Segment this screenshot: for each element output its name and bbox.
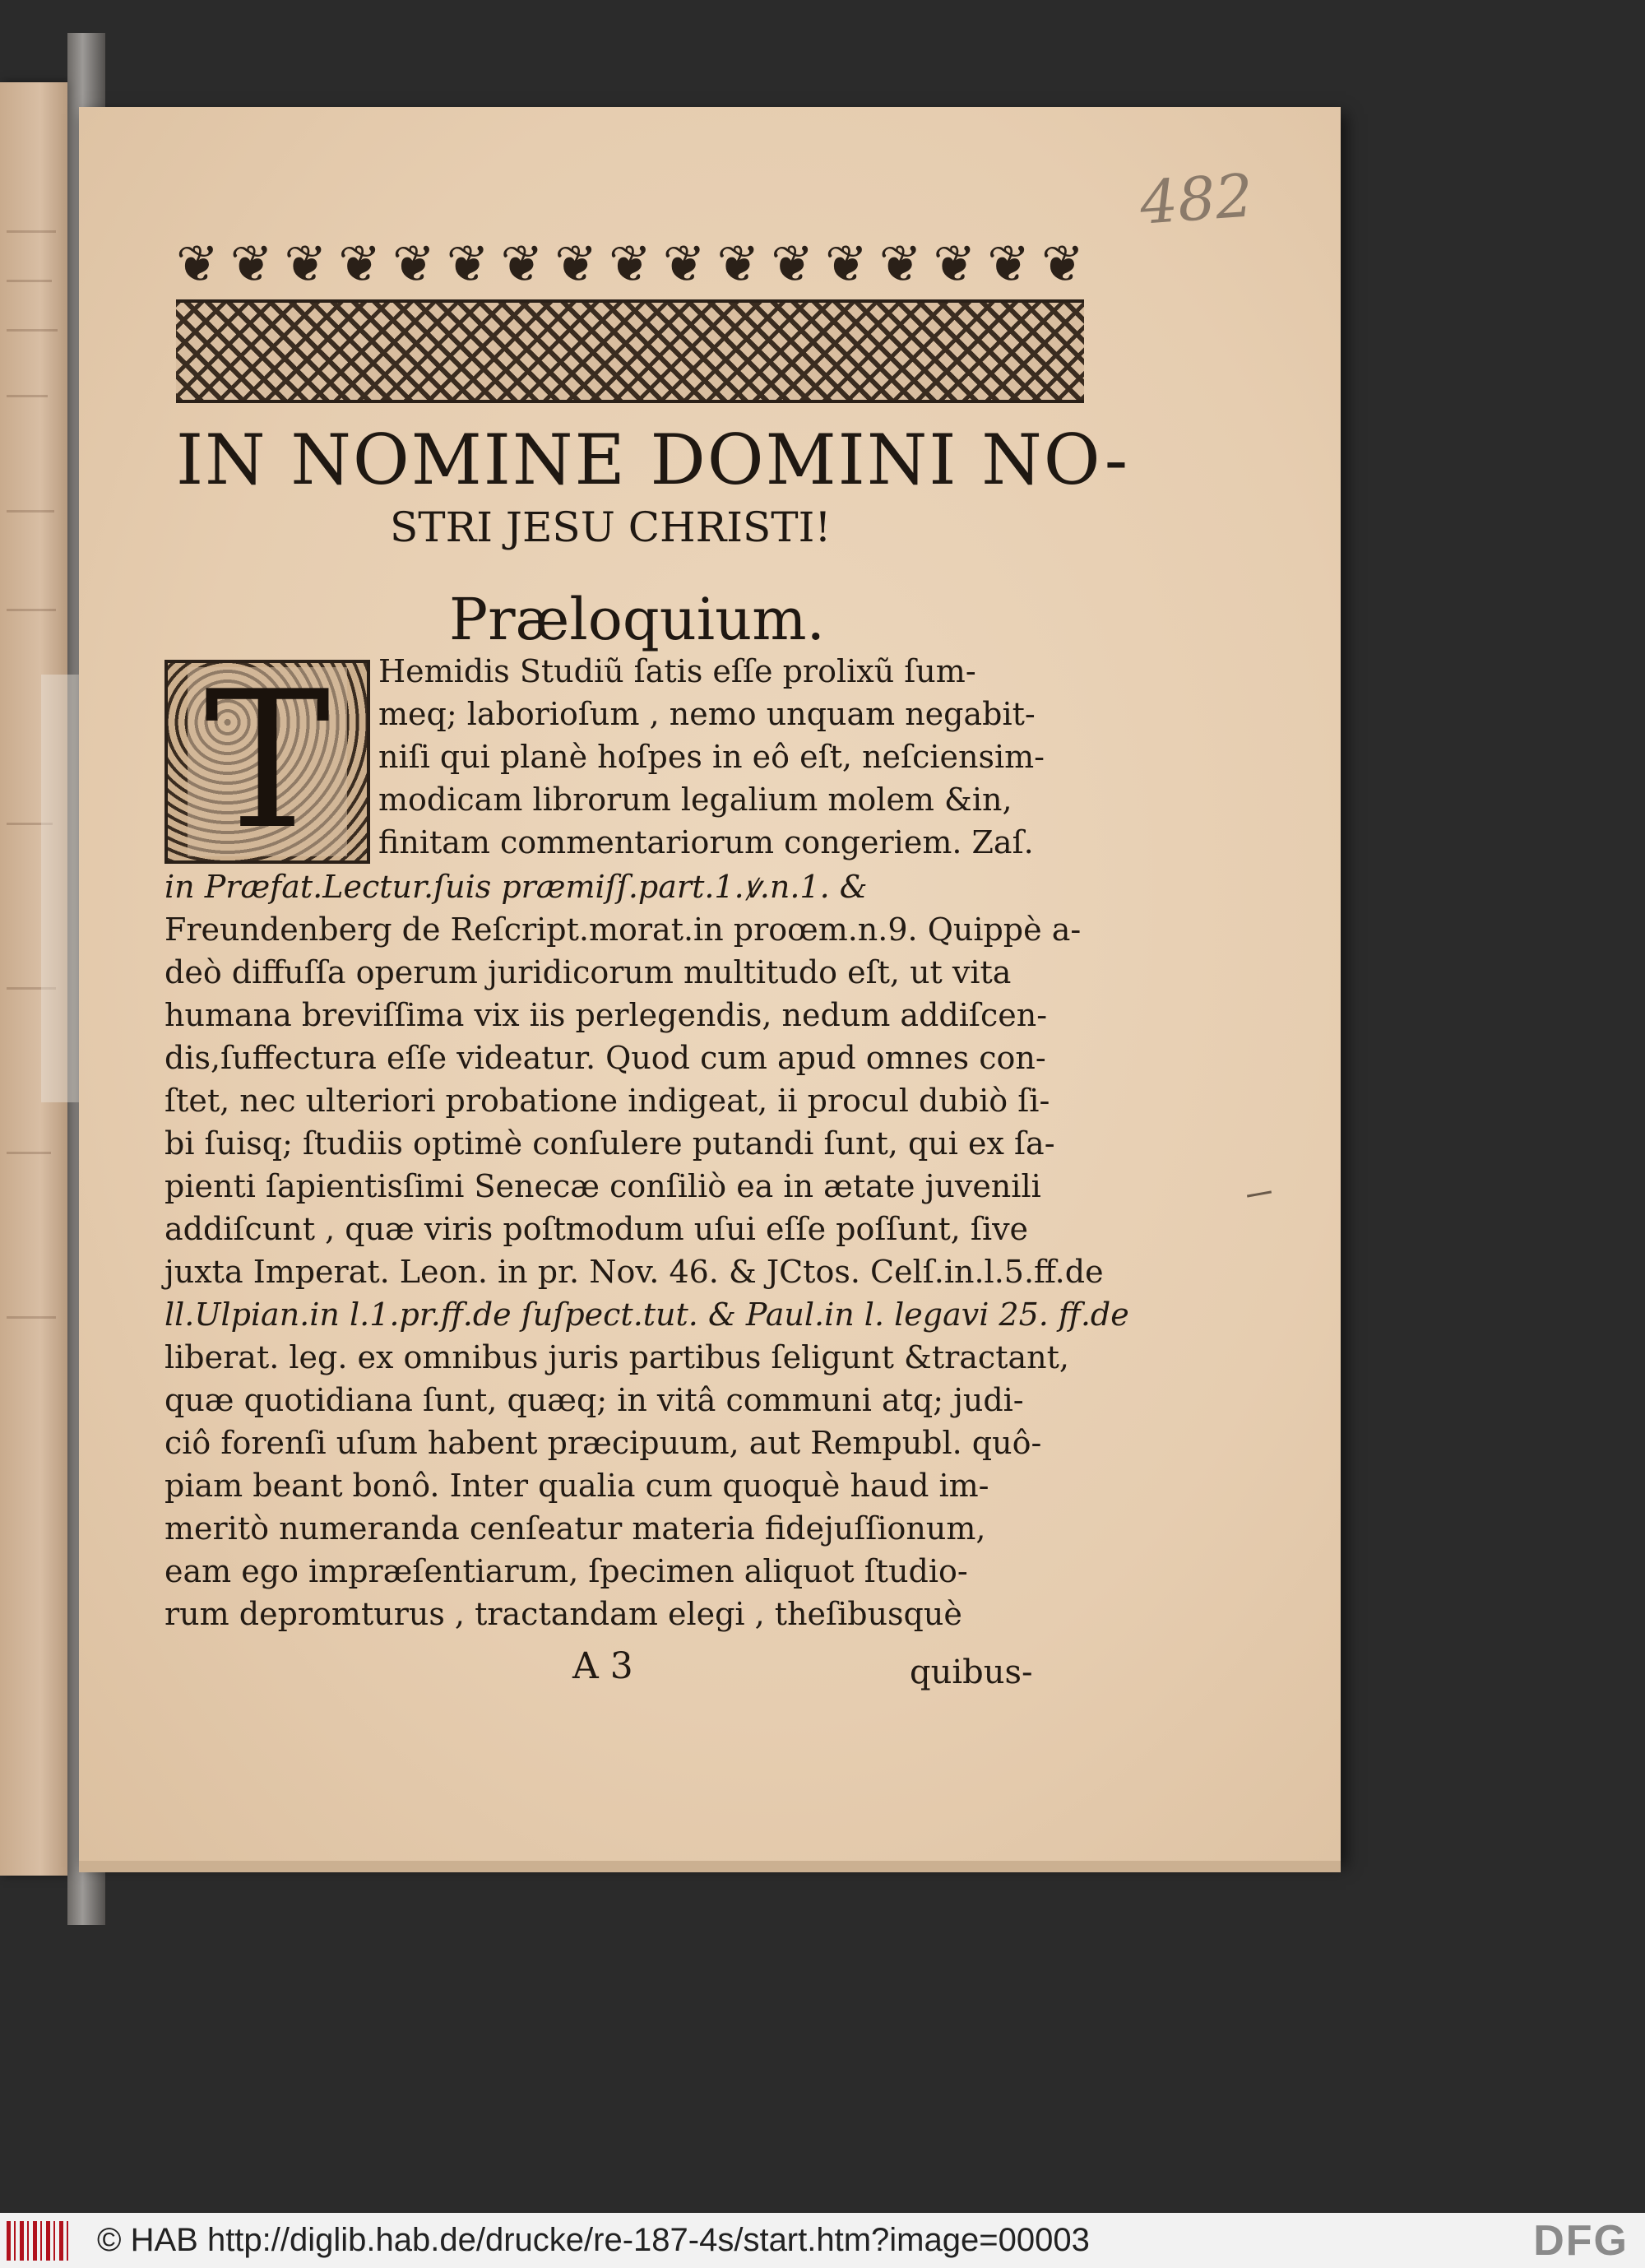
fleuron-icon: ❦ bbox=[825, 234, 868, 294]
fleuron-icon: ❦ bbox=[662, 234, 706, 294]
hab-barcode-icon bbox=[7, 2221, 72, 2261]
text-line: rum depromturus , tractandam elegi , theſibusquè bbox=[164, 1596, 962, 1632]
fleuron-icon: ❦ bbox=[987, 234, 1031, 294]
text-line: finitam commentariorum congeriem. Zaſ. bbox=[378, 824, 1034, 860]
text-line: deò diffuſſa operum juridicorum multitudo eſt, ut vita bbox=[164, 954, 1012, 990]
fleuron-icon: ❦ bbox=[392, 234, 435, 294]
text-line: meq; laborioſum , nemo unquam negabit- bbox=[378, 696, 1036, 732]
fleuron-icon: ❦ bbox=[446, 234, 489, 294]
copyright-link[interactable]: © HAB http://diglib.hab.de/drucke/re-187-4s/start.htm?image=00003 bbox=[97, 2222, 1090, 2258]
viewer-footer bbox=[0, 2213, 1645, 2268]
text-line: pienti ſapientisſimi Senecæ conſiliò ea in ætate juvenili bbox=[164, 1168, 1041, 1204]
text-line: addiſcunt , quæ viris poſtmodum uſui eſſe poſſunt, ſive bbox=[164, 1211, 1029, 1247]
text-line: bi ſuisq; ſtudiis optimè conſulere putandi ſunt, qui ex ſa- bbox=[164, 1125, 1055, 1162]
text-line: ciô forenſi uſum habent præcipuum, aut Rempubl. quô- bbox=[164, 1425, 1042, 1461]
text-line: Freundenberg de Reſcript.morat.in proœm.n.9. Quippè a- bbox=[164, 911, 1082, 948]
fleuron-icon: ❦ bbox=[554, 234, 598, 294]
book-page bbox=[79, 107, 1341, 1861]
title-line-1: IN NOMINE DOMINI NO- bbox=[176, 420, 1130, 500]
text-line: humana breviſſima vix iis perlegendis, nedum addiſcen- bbox=[164, 997, 1048, 1033]
text-line: Hemidis Studiũ ſatis eſſe prolixũ ſum- bbox=[378, 653, 976, 689]
text-line: piam beant bonô. Inter qualia cum quoquè haud im- bbox=[164, 1468, 989, 1504]
dfg-logo: DFG bbox=[1533, 2216, 1629, 2265]
fleuron-icon: ❦ bbox=[500, 234, 544, 294]
handwritten-folio-number: 482 bbox=[1138, 160, 1256, 238]
fleuron-icon: ❦ bbox=[878, 234, 922, 294]
fleuron-icon: ❦ bbox=[338, 234, 382, 294]
fleuron-icon: ❦ bbox=[1041, 234, 1084, 294]
section-heading: Præloquium. bbox=[449, 586, 825, 653]
title-line-2: STRI JESU CHRISTI! bbox=[390, 503, 832, 551]
signature-mark: A 3 bbox=[572, 1645, 633, 1687]
ornamental-header-band bbox=[176, 235, 1084, 405]
text-line: ſtet, nec ulteriori probatione indigeat, ii procul dubiò ſi- bbox=[164, 1083, 1050, 1119]
fleuron-icon: ❦ bbox=[176, 234, 219, 294]
text-line: eam ego impræſentiarum, ſpecimen aliquot ſtudio- bbox=[164, 1553, 968, 1589]
margin-mark bbox=[1247, 1190, 1272, 1197]
fleuron-icon: ❦ bbox=[609, 234, 651, 294]
text-line: niſi qui planè hoſpes in eô eſt, neſciensim- bbox=[378, 739, 1045, 775]
text-line: in Præfat.Lectur.ſuis præmiſſ.part.1.ꝟ.n.1. & bbox=[164, 869, 868, 905]
text-line: quæ quotidiana ſunt, quæq; in vitâ communi atq; judi- bbox=[164, 1382, 1024, 1418]
fleuron-icon: ❦ bbox=[284, 234, 327, 294]
text-line: liberat. leg. ex omnibus juris partibus ſeligunt &tractant, bbox=[164, 1339, 1069, 1375]
fleuron-icon: ❦ bbox=[229, 234, 273, 294]
text-line: juxta Imperat. Leon. in pr. Nov. 46. & JCtos. Celſ.in.l.5.ff.de bbox=[164, 1254, 1104, 1290]
fleuron-row bbox=[176, 235, 1084, 293]
fleuron-icon: ❦ bbox=[716, 234, 760, 294]
text-line: modicam librorum legalium molem &in, bbox=[378, 782, 1012, 818]
catchword: quibus- bbox=[910, 1653, 1033, 1691]
fleuron-icon: ❦ bbox=[933, 234, 976, 294]
interlace-border bbox=[176, 299, 1084, 403]
decorated-initial bbox=[164, 652, 370, 871]
text-line: ll.Ulpian.in l.1.pr.ff.de ſuſpect.tut. & Paul.in l. legavi 25. ff.de bbox=[164, 1296, 1129, 1333]
text-line: meritò numeranda cenſeatur materia fidejuſſionum, bbox=[164, 1510, 986, 1547]
fleuron-icon: ❦ bbox=[771, 234, 814, 294]
initial-letter: T bbox=[188, 667, 346, 856]
text-line: dis,ſuffectura eſſe videatur. Quod cum apud omnes con- bbox=[164, 1040, 1046, 1076]
